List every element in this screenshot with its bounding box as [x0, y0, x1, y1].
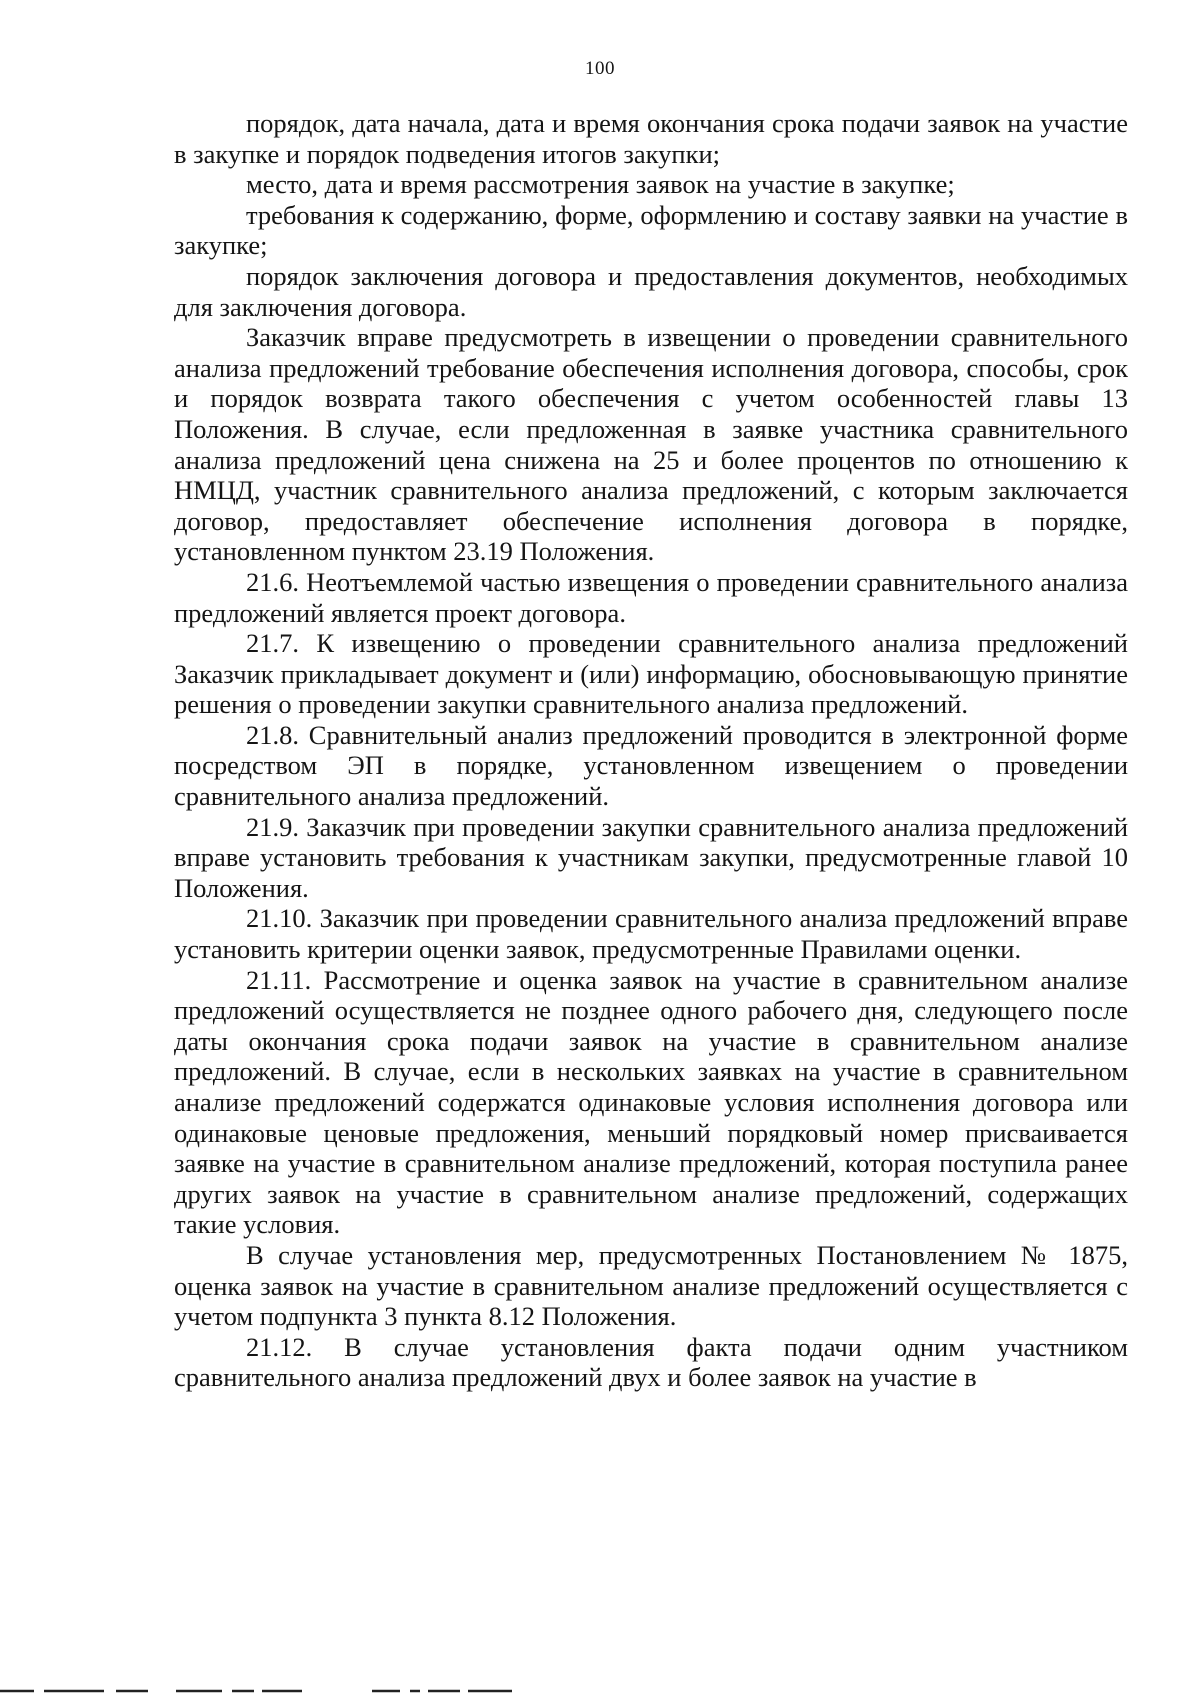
clause-21-7: 21.7. К извещению о проведении сравнительного анализа предложений Заказчик прикладывает документ и (или) информацию, обосновывающую принятие решения о проведении закупки сравнительного анализа предложений. — [174, 628, 1128, 720]
paragraph: порядок, дата начала, дата и время окончания срока подачи заявок на участие в закупке и порядок подведения итогов закупки; — [174, 108, 1128, 169]
scan-edge-marks — [0, 1666, 1200, 1696]
clause-21-9: 21.9. Заказчик при проведении закупки сравнительного анализа предложений вправе установить требования к участникам закупки, предусмотренные главой 10 Положения. — [174, 811, 1128, 903]
paragraph: требования к содержанию, форме, оформлению и составу заявки на участие в закупке; — [174, 199, 1128, 261]
clause-21-8: 21.8. Сравнительный анализ предложений проводится в электронной форме посредством ЭП в порядке, установленном извещением о проведении сравнительного анализа предложений. — [174, 719, 1128, 812]
clause-21-11: 21.11. Рассмотрение и оценка заявок на участие в сравнительном анализе предложений осуществляется не позднее одного рабочего дня, следующего после даты окончания срока подачи заявок на участие в сравнительном анализе предложений. В случае, если в нескольких заявках на участие в сравнительном анализе предложений содержатся одинаковые условия исполнения договора или одинаковые ценовые предложения, меньший порядковый номер присваивается заявке на участие в сравнительном анализе предложений, которая поступила ранее других заявок на участие в сравнительном анализе предложений, содержащих такие условия. — [174, 964, 1128, 1240]
document-body — [174, 108, 1128, 1393]
paragraph: Заказчик вправе предусмотреть в извещении о проведении сравнительного анализа предложений требование обеспечения исполнения договора, способы, срок и порядок возврата такого обеспечения с учетом особенностей главы 13 Положения. В случае, если предложенная в заявке участника сравнительного анализа предложений цена снижена на 25 и более процентов по отношению к НМЦД, участник сравнительного анализа предложений, с которым заключается договор, предоставляет обеспечение исполнения договора в порядке, установленном пунктом 23.19 Положения. — [174, 322, 1128, 567]
paragraph: место, дата и время рассмотрения заявок на участие в закупке; — [246, 169, 955, 200]
paragraph: В случае установления мер, предусмотренных Постановлением № 1875, оценка заявок на участие в сравнительном анализе предложений осуществляется с учетом подпункта 3 пункта 8.12 Положения. — [174, 1239, 1128, 1332]
paragraph: порядок заключения договора и предоставления документов, необходимых для заключения договора. — [174, 260, 1128, 322]
clause-21-6: 21.6. Неотъемлемой частью извещения о проведении сравнительного анализа предложений является проект договора. — [174, 566, 1128, 628]
page-number: 100 — [585, 58, 615, 79]
clause-21-10: 21.10. Заказчик при проведении сравнительного анализа предложений вправе установить критерии оценки заявок, предусмотренные Правилами оценки. — [174, 903, 1128, 965]
clause-21-12: 21.12. В случае установления факта подачи одним участником сравнительного анализа предложений двух и более заявок на участие в — [174, 1331, 1128, 1393]
